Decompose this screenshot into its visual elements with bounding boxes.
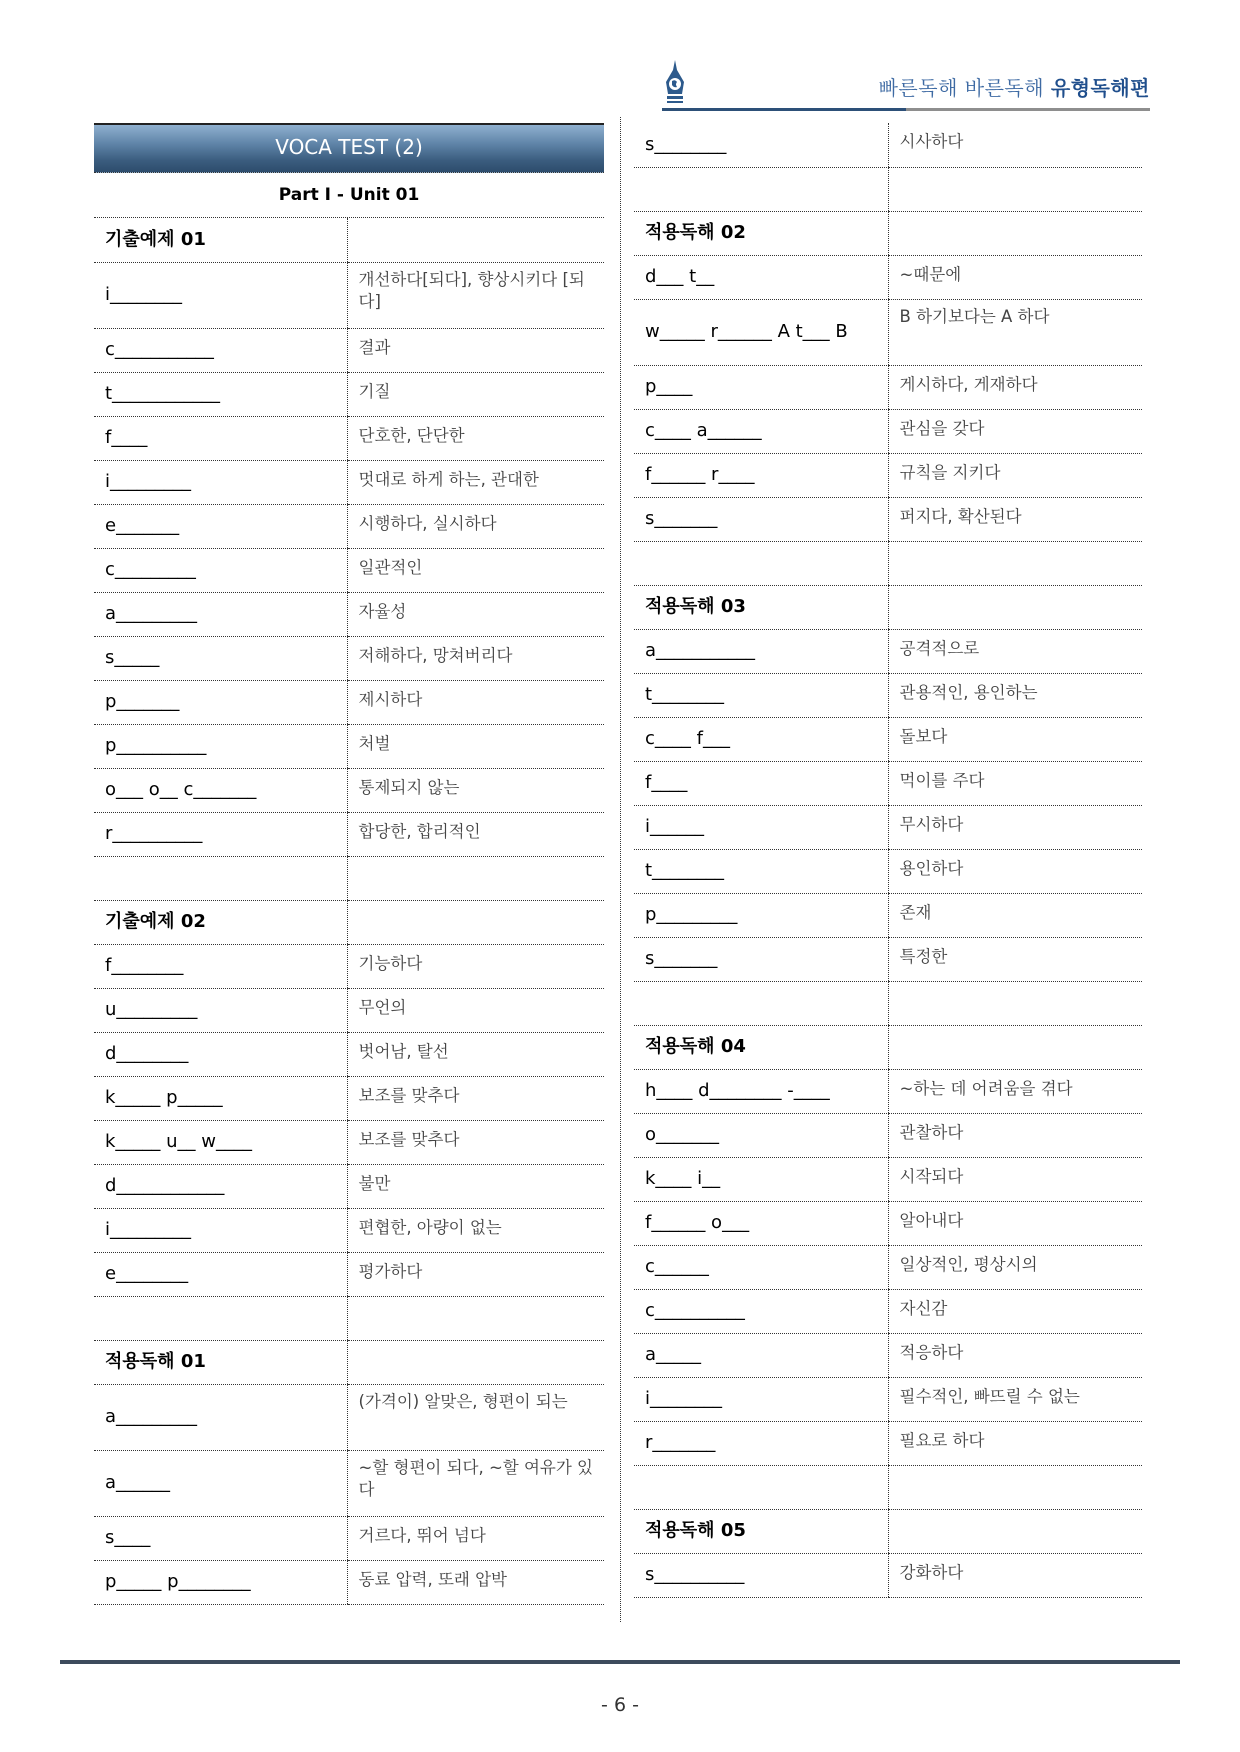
korean-meaning: 벗어남, 탈선 [347, 1032, 604, 1076]
vocab-row [634, 409, 1142, 453]
english-blank: i______ [634, 805, 888, 849]
korean-meaning [888, 1509, 1142, 1553]
english-blank: i________ [94, 262, 347, 328]
english-blank: f____ [634, 761, 888, 805]
vocab-row [94, 812, 604, 856]
korean-meaning: 무언의 [347, 988, 604, 1032]
section-heading-row [634, 585, 1142, 629]
korean-meaning: 제시하다 [347, 680, 604, 724]
vocab-row [94, 1032, 604, 1076]
english-blank: a_____ [634, 1333, 888, 1377]
english-blank: s____ [94, 1516, 347, 1560]
section-title: 기출예제 02 [94, 900, 347, 944]
korean-meaning [888, 1465, 1142, 1509]
korean-meaning: 퍼지다, 확산된다 [888, 497, 1142, 541]
vocab-row [94, 416, 604, 460]
header-divider [662, 108, 1150, 111]
vocab-row [94, 768, 604, 812]
english-blank: r__________ [94, 812, 347, 856]
english-blank [634, 541, 888, 585]
korean-meaning: 시행하다, 실시하다 [347, 504, 604, 548]
footer-divider [60, 1660, 1180, 1664]
vocab-row [634, 365, 1142, 409]
korean-meaning [347, 900, 604, 944]
section-title: 적용독해 03 [634, 585, 888, 629]
section-heading-row [94, 900, 604, 944]
english-blank: p_____ p________ [94, 1560, 347, 1604]
english-blank: f______ o___ [634, 1201, 888, 1245]
korean-meaning: 평가하다 [347, 1252, 604, 1296]
english-blank: f________ [94, 944, 347, 988]
vocab-table-right [634, 123, 1142, 1598]
section-title: 적용독해 02 [634, 211, 888, 255]
korean-meaning: 존재 [888, 893, 1142, 937]
english-blank: p_______ [94, 680, 347, 724]
vocab-row [634, 1553, 1142, 1597]
english-blank [94, 1296, 347, 1340]
korean-meaning: ~할 형편이 되다, ~할 여유가 있다 [347, 1450, 604, 1516]
korean-meaning: 필수적인, 빠뜨릴 수 없는 [888, 1377, 1142, 1421]
english-blank: d___ t__ [634, 255, 888, 299]
korean-meaning: 편협한, 아량이 없는 [347, 1208, 604, 1252]
vocab-row [94, 1560, 604, 1604]
test-title: VOCA TEST (2) [94, 123, 604, 173]
english-blank: a_________ [94, 1384, 347, 1450]
korean-meaning [888, 585, 1142, 629]
english-blank: a___________ [634, 629, 888, 673]
vocab-row [634, 937, 1142, 981]
section-heading-row [634, 211, 1142, 255]
vocab-row [634, 497, 1142, 541]
korean-meaning: 알아내다 [888, 1201, 1142, 1245]
english-blank: i________ [634, 1377, 888, 1421]
english-blank: a______ [94, 1450, 347, 1516]
vocab-row [634, 1157, 1142, 1201]
vocab-row [94, 1384, 604, 1450]
english-blank: s________ [634, 123, 888, 167]
korean-meaning [888, 167, 1142, 211]
page-number: - 6 - [601, 1694, 639, 1716]
korean-meaning: 단호한, 단단한 [347, 416, 604, 460]
english-blank: p____ [634, 365, 888, 409]
vocab-table-left [94, 218, 604, 1605]
vocab-row [634, 299, 1142, 365]
right-column [634, 123, 1142, 1598]
vocab-row [634, 673, 1142, 717]
english-blank: s_______ [634, 497, 888, 541]
korean-meaning [347, 856, 604, 900]
korean-meaning: 시사하다 [888, 123, 1142, 167]
korean-meaning: 개선하다[되다], 향상시키다 [되다] [347, 262, 604, 328]
english-blank: e________ [94, 1252, 347, 1296]
korean-meaning: 게시하다, 게재하다 [888, 365, 1142, 409]
vocab-row [634, 849, 1142, 893]
vocab-row [634, 1113, 1142, 1157]
english-blank: f____ [94, 416, 347, 460]
vocab-row [634, 255, 1142, 299]
korean-meaning: (가격이) 알맞은, 형편이 되는 [347, 1384, 604, 1450]
vocab-row [634, 629, 1142, 673]
part-unit-label: Part I - Unit 01 [94, 173, 604, 218]
vocab-row [94, 724, 604, 768]
korean-meaning [347, 1340, 604, 1384]
english-blank: u_________ [94, 988, 347, 1032]
english-blank: i_________ [94, 1208, 347, 1252]
english-blank [634, 981, 888, 1025]
vocab-row [634, 1377, 1142, 1421]
english-blank: i_________ [94, 460, 347, 504]
korean-meaning: 일상적인, 평상시의 [888, 1245, 1142, 1289]
vocab-row [94, 460, 604, 504]
spacer-row [634, 167, 1142, 211]
korean-meaning: 저해하다, 망쳐버리다 [347, 636, 604, 680]
vocab-row [94, 1516, 604, 1560]
korean-meaning: 기질 [347, 372, 604, 416]
korean-meaning: 자신감 [888, 1289, 1142, 1333]
english-blank [634, 1465, 888, 1509]
vocab-row [94, 636, 604, 680]
vocab-row [94, 262, 604, 328]
english-blank: o___ o__ c_______ [94, 768, 347, 812]
vocab-row [94, 372, 604, 416]
korean-meaning: 동료 압력, 또래 압박 [347, 1560, 604, 1604]
vocab-row [634, 1421, 1142, 1465]
english-blank: a_________ [94, 592, 347, 636]
korean-meaning: 필요로 하다 [888, 1421, 1142, 1465]
page-header [662, 58, 1150, 116]
vocab-row [634, 1201, 1142, 1245]
english-blank: c____ a______ [634, 409, 888, 453]
english-blank: c____ f___ [634, 717, 888, 761]
english-blank: p__________ [94, 724, 347, 768]
english-blank: w_____ r______ A t___ B [634, 299, 888, 365]
section-heading-row [94, 218, 604, 262]
english-blank: s_______ [634, 937, 888, 981]
korean-meaning [888, 981, 1142, 1025]
korean-meaning: ~때문에 [888, 255, 1142, 299]
vocab-row [94, 592, 604, 636]
section-title: 적용독해 01 [94, 1340, 347, 1384]
english-blank: k_____ p_____ [94, 1076, 347, 1120]
korean-meaning: 적응하다 [888, 1333, 1142, 1377]
korean-meaning: 기능하다 [347, 944, 604, 988]
korean-meaning: 멋대로 하게 하는, 관대한 [347, 460, 604, 504]
vocab-row [94, 680, 604, 724]
book-title-bold: 유형독해편 [1050, 76, 1150, 100]
fountain-pen-globe-icon [662, 60, 688, 108]
english-blank: c___________ [94, 328, 347, 372]
vocab-row [634, 805, 1142, 849]
korean-meaning [888, 541, 1142, 585]
english-blank: e_______ [94, 504, 347, 548]
english-blank: p_________ [634, 893, 888, 937]
korean-meaning: 보조를 맞추다 [347, 1076, 604, 1120]
spacer-row [94, 1296, 604, 1340]
korean-meaning: 강화하다 [888, 1553, 1142, 1597]
korean-meaning [888, 211, 1142, 255]
book-title-regular: 빠른독해 바른독해 [878, 76, 1045, 100]
vocab-row [634, 893, 1142, 937]
korean-meaning: 자율성 [347, 592, 604, 636]
english-blank: s__________ [634, 1553, 888, 1597]
english-blank: t____________ [94, 372, 347, 416]
korean-meaning [888, 1025, 1142, 1069]
english-blank: d____________ [94, 1164, 347, 1208]
english-blank: c__________ [634, 1289, 888, 1333]
korean-meaning: 규칙을 지키다 [888, 453, 1142, 497]
english-blank [94, 856, 347, 900]
korean-meaning: 무시하다 [888, 805, 1142, 849]
korean-meaning [347, 218, 604, 262]
section-heading-row [94, 1340, 604, 1384]
english-blank: o_______ [634, 1113, 888, 1157]
spacer-row [634, 541, 1142, 585]
section-heading-row [634, 1509, 1142, 1553]
english-blank: k____ i__ [634, 1157, 888, 1201]
english-blank: c_________ [94, 548, 347, 592]
vocab-row [94, 1076, 604, 1120]
english-blank: c______ [634, 1245, 888, 1289]
vocab-row [634, 717, 1142, 761]
vocab-row [634, 453, 1142, 497]
vocab-row [634, 1069, 1142, 1113]
english-blank [634, 167, 888, 211]
vocab-row [634, 123, 1142, 167]
book-title [879, 72, 1150, 101]
spacer-row [634, 1465, 1142, 1509]
left-column [94, 123, 604, 1605]
korean-meaning: 거르다, 뛰어 넘다 [347, 1516, 604, 1560]
korean-meaning: 일관적인 [347, 548, 604, 592]
vocab-row [94, 1450, 604, 1516]
english-blank: t________ [634, 849, 888, 893]
vocab-row [94, 548, 604, 592]
korean-meaning: 통제되지 않는 [347, 768, 604, 812]
korean-meaning: 용인하다 [888, 849, 1142, 893]
vocab-row [94, 504, 604, 548]
vocab-row [94, 988, 604, 1032]
korean-meaning: 돌보다 [888, 717, 1142, 761]
english-blank: f______ r____ [634, 453, 888, 497]
column-divider [620, 117, 621, 1622]
vocab-row [634, 1289, 1142, 1333]
vocab-row [634, 761, 1142, 805]
english-blank: d________ [94, 1032, 347, 1076]
vocab-row [94, 1208, 604, 1252]
english-blank: h____ d________ -____ [634, 1069, 888, 1113]
korean-meaning: 결과 [347, 328, 604, 372]
korean-meaning: 관심을 갖다 [888, 409, 1142, 453]
korean-meaning: 합당한, 합리적인 [347, 812, 604, 856]
section-title: 적용독해 05 [634, 1509, 888, 1553]
english-blank: k_____ u__ w____ [94, 1120, 347, 1164]
vocab-row [634, 1333, 1142, 1377]
korean-meaning: 처벌 [347, 724, 604, 768]
korean-meaning: 먹이를 주다 [888, 761, 1142, 805]
english-blank: s_____ [94, 636, 347, 680]
korean-meaning: 관용적인, 용인하는 [888, 673, 1142, 717]
english-blank: r_______ [634, 1421, 888, 1465]
korean-meaning: 관찰하다 [888, 1113, 1142, 1157]
vocab-row [94, 1252, 604, 1296]
korean-meaning: 특정한 [888, 937, 1142, 981]
korean-meaning: 불만 [347, 1164, 604, 1208]
spacer-row [634, 981, 1142, 1025]
vocab-row [94, 1164, 604, 1208]
spacer-row [94, 856, 604, 900]
section-title: 적용독해 04 [634, 1025, 888, 1069]
english-blank: t________ [634, 673, 888, 717]
korean-meaning [347, 1296, 604, 1340]
vocab-row [634, 1245, 1142, 1289]
korean-meaning: 시작되다 [888, 1157, 1142, 1201]
korean-meaning: 공격적으로 [888, 629, 1142, 673]
section-title: 기출예제 01 [94, 218, 347, 262]
vocab-row [94, 944, 604, 988]
korean-meaning: ~하는 데 어려움을 겪다 [888, 1069, 1142, 1113]
section-heading-row [634, 1025, 1142, 1069]
korean-meaning: B 하기보다는 A 하다 [888, 299, 1142, 365]
vocab-row [94, 1120, 604, 1164]
vocab-row [94, 328, 604, 372]
korean-meaning: 보조를 맞추다 [347, 1120, 604, 1164]
